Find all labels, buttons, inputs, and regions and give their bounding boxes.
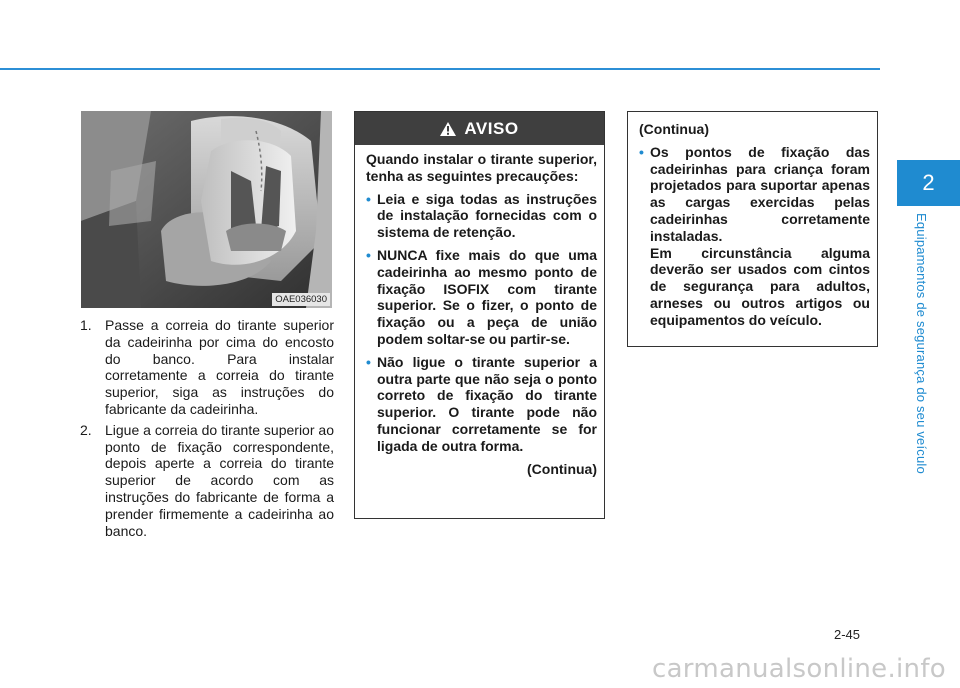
page-number: 2-45 <box>834 627 861 642</box>
continuation-body <box>628 112 877 329</box>
continuation-bullet-text: Os pontos de fixação das cadeirinhas para criança foram projetados para suportar apenas as cargas exercidas pelas cadeirinhas corretamente instaladas. <box>650 143 870 244</box>
chapter-number: 2 <box>922 170 935 195</box>
figure-code: OAE036030 <box>272 293 330 306</box>
child-seat-image <box>81 111 332 308</box>
step-number: 2. <box>80 421 92 438</box>
warning-bullet-text: NUNCA fixe mais do que uma cadeirinha ao mesmo ponto de fixação ISOFIX com tirante superior. Se o fizer, o ponto de fixação ou a peça de união podem soltar-se ou partir-se. <box>377 246 597 347</box>
warning-bullet <box>366 354 597 455</box>
step-text: Ligue a correia do tirante superior ao ponto de fixação correspondente, depois aperte a correia do tirante superior de acordo com as instruções do fabricante de forma a prender firmemente a cadeirinha ao banco. <box>105 421 334 539</box>
chapter-tab <box>897 160 960 206</box>
warning-title: AVISO <box>464 118 519 138</box>
continued-label: (Continua) <box>527 460 597 477</box>
continuation-list <box>639 144 870 245</box>
step-text: Passe a correia do tirante superior da cadeirinha por cima do encosto do banco. Para instalar corretamente a correia do tirante superior, siga as instruções do fabricante da cadeirinha. <box>105 317 334 417</box>
bullet-dot-icon: • <box>366 246 371 263</box>
warning-body <box>355 145 604 477</box>
warning-bullet <box>366 247 597 348</box>
bullet-dot-icon: • <box>639 143 644 160</box>
instruction-steps <box>80 317 334 543</box>
warning-bullet <box>366 191 597 241</box>
step-item <box>80 317 334 418</box>
child-seat-illustration <box>81 111 332 308</box>
continuation-box <box>627 111 878 347</box>
continuation-bullet <box>639 144 870 245</box>
chapter-title: Equipamentos de segurança do seu veículo <box>914 213 929 474</box>
step-item <box>80 422 334 540</box>
warning-header <box>355 112 604 145</box>
step-number: 1. <box>80 317 92 333</box>
bullet-dot-icon: • <box>366 190 371 207</box>
warning-triangle-icon <box>440 122 456 136</box>
warning-box <box>354 111 605 519</box>
warning-list <box>366 191 597 455</box>
warning-bullet-text: Não ligue o tirante superior a outra parte que não seja o ponto correto de fixação do tirante superior. O tirante pode não funcionar corretamente se for ligada de outra forma. <box>377 353 597 454</box>
warning-intro: Quando instalar o tirante superior, tenha as seguintes precauções: <box>366 151 597 184</box>
continuation-paragraph: Em circunstância alguma deverão ser usados com cintos de segurança para adultos, arneses ou outros artigos ou equipamentos do veículo. <box>650 244 870 328</box>
bullet-dot-icon: • <box>366 353 371 370</box>
continuation-heading: (Continua) <box>639 121 709 137</box>
header-rule <box>0 68 880 70</box>
warning-bullet-text: Leia e siga todas as instruções de instalação fornecidas com o sistema de retenção. <box>377 190 597 241</box>
footer-watermark[interactable]: carmanualsonline.info <box>651 654 946 684</box>
